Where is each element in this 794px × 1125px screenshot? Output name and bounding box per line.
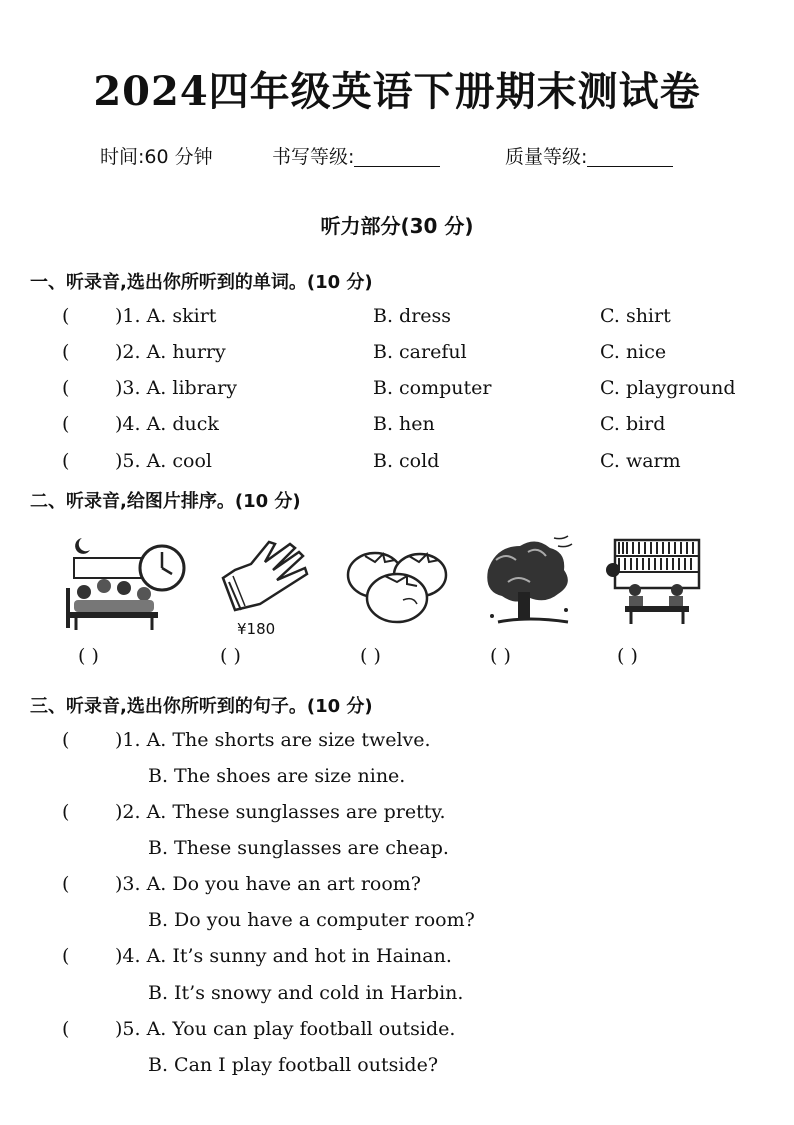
picture-library bbox=[605, 530, 705, 640]
part3-item-b bbox=[0, 909, 794, 939]
answer-paren[interactable]: ( bbox=[62, 377, 70, 399]
writing-grade bbox=[272, 142, 440, 169]
answer-paren[interactable]: ( bbox=[62, 873, 70, 895]
listening-title: 听力部分(30 分) bbox=[320, 214, 474, 238]
answer-paren[interactable]: ( bbox=[62, 305, 70, 327]
writing-grade-label: 书写等级: bbox=[272, 146, 355, 168]
option-b: B. dress bbox=[373, 305, 452, 327]
sentence-b: B. The shoes are size nine. bbox=[148, 765, 406, 787]
moon-icon bbox=[75, 538, 90, 554]
option-b: B. cold bbox=[373, 450, 440, 472]
answer-paren[interactable]: ( bbox=[62, 801, 70, 823]
sentence-b: B. Do you have a computer room? bbox=[148, 909, 475, 931]
part1-item bbox=[0, 305, 794, 335]
answer-paren[interactable]: ( bbox=[62, 729, 70, 751]
option-c: C. playground bbox=[600, 377, 736, 399]
time-label: 时间:60 分钟 bbox=[100, 146, 213, 168]
part3-item bbox=[0, 1018, 794, 1048]
part3-item bbox=[0, 873, 794, 903]
sentence-a: )2. A. These sunglasses are pretty. bbox=[115, 801, 446, 823]
option-b: B. computer bbox=[373, 377, 492, 399]
answer-paren[interactable]: ( bbox=[62, 341, 70, 363]
part3-item-b bbox=[0, 1054, 794, 1084]
part1-item bbox=[0, 413, 794, 443]
option-c: C. shirt bbox=[600, 305, 671, 327]
option-c: C. warm bbox=[600, 450, 681, 472]
option-a: )3. A. library bbox=[115, 377, 237, 399]
sentence-a: )1. A. The shorts are size twelve. bbox=[115, 729, 431, 751]
part3-item-b bbox=[0, 982, 794, 1012]
part1-heading: 一、听录音,选出你所听到的单词。(10 分) bbox=[30, 272, 373, 293]
part1-item bbox=[0, 377, 794, 407]
sentence-b: B. Can I play football outside? bbox=[148, 1054, 439, 1076]
part3-heading: 三、听录音,选出你所听到的句子。(10 分) bbox=[30, 696, 373, 717]
part3-item bbox=[0, 729, 794, 759]
option-a: )1. A. skirt bbox=[115, 305, 217, 327]
sentence-a: )5. A. You can play football outside. bbox=[115, 1018, 456, 1040]
part3-item-b bbox=[0, 765, 794, 795]
picture-answer-4[interactable]: ( ) bbox=[490, 645, 511, 667]
part1-item bbox=[0, 341, 794, 371]
picture-answer-2[interactable]: ( ) bbox=[220, 645, 241, 667]
sentence-b: B. It’s snowy and cold in Harbin. bbox=[148, 982, 464, 1004]
answer-paren[interactable]: ( bbox=[62, 1018, 70, 1040]
picture-family-dinner bbox=[60, 530, 190, 640]
option-c: C. nice bbox=[600, 341, 667, 363]
picture-answer-5[interactable]: ( ) bbox=[617, 645, 638, 667]
picture-answer-1[interactable]: ( ) bbox=[78, 645, 99, 667]
part1-item bbox=[0, 450, 794, 480]
quality-grade-blank[interactable] bbox=[587, 148, 673, 167]
quality-grade-label: 质量等级: bbox=[505, 146, 588, 168]
sentence-b: B. These sunglasses are cheap. bbox=[148, 837, 449, 859]
page-title: 2024四年级英语下册期末测试卷 bbox=[93, 68, 701, 115]
option-b: B. hen bbox=[373, 413, 435, 435]
picture-gloves bbox=[215, 530, 315, 640]
option-a: )5. A. cool bbox=[115, 450, 212, 472]
option-a: )4. A. duck bbox=[115, 413, 219, 435]
option-c: C. bird bbox=[600, 413, 666, 435]
picture-tomatoes bbox=[345, 530, 450, 640]
answer-paren[interactable]: ( bbox=[62, 450, 70, 472]
price-tag: ¥180 bbox=[237, 620, 276, 638]
option-b: B. careful bbox=[373, 341, 467, 363]
quality-grade bbox=[505, 142, 673, 169]
part2-heading: 二、听录音,给图片排序。(10 分) bbox=[30, 491, 301, 512]
picture-answer-3[interactable]: ( ) bbox=[360, 645, 381, 667]
picture-windy-tree bbox=[478, 530, 578, 640]
part3-item bbox=[0, 801, 794, 831]
sentence-a: )4. A. It’s sunny and hot in Hainan. bbox=[115, 945, 452, 967]
part3-item bbox=[0, 945, 794, 975]
writing-grade-blank[interactable] bbox=[354, 148, 440, 167]
answer-paren[interactable]: ( bbox=[62, 945, 70, 967]
part3-item-b bbox=[0, 837, 794, 867]
answer-paren[interactable]: ( bbox=[62, 413, 70, 435]
sentence-a: )3. A. Do you have an art room? bbox=[115, 873, 421, 895]
option-a: )2. A. hurry bbox=[115, 341, 226, 363]
